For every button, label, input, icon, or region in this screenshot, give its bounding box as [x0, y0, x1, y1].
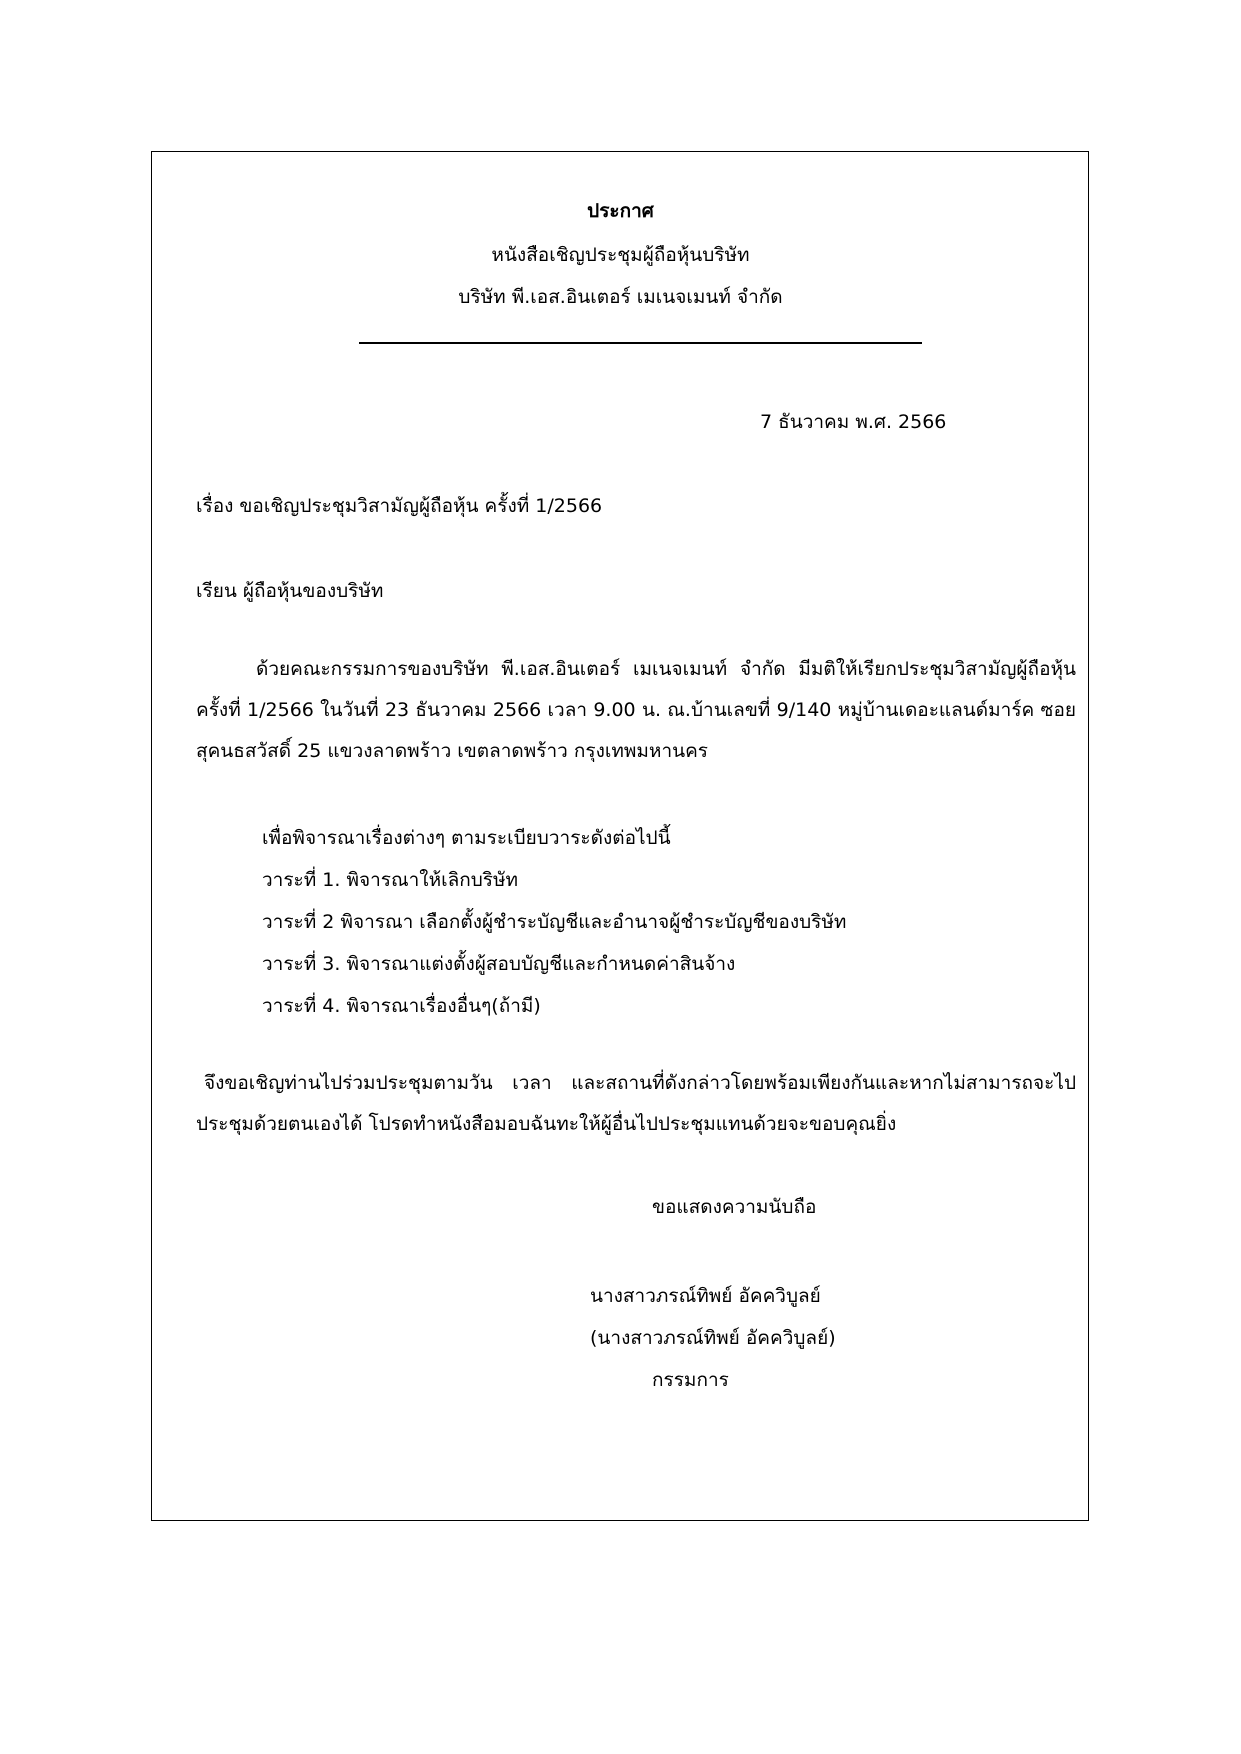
meeting-details-paragraph: ด้วยคณะกรรมการของบริษัท พี.เอส.อินเตอร์ เมเนจเมนท์ จำกัด มีมติให้เรียกประชุมวิสามัญผู้ถือหุ้น ครั้งที่ 1/2566 ในวันที่ 23 ธันวาคม 2566 เวลา 9.00 น. ณ.บ้านเลขที่ 9/140 หมู่บ้านเดอะแลนด์มาร์ค ซอยสุคนธสวัสดิ์ 25 แขวงลาดพร้าว เขตลาดพร้าว กรุงเทพมหานคร [196, 658, 1076, 762]
header-divider [359, 342, 922, 344]
salutation: ขอแสดงความนับถือ [652, 1196, 817, 1218]
letter-date: 7 ธันวาคม พ.ศ. 2566 [760, 411, 947, 433]
signer-printed-name: (นางสาวภรณ์ทิพย์ อัคควิบูลย์) [590, 1327, 836, 1349]
company-name: บริษัท พี.เอส.อินเตอร์ เมเนจเมนท์ จำกัด [458, 286, 783, 308]
signer-position: กรรมการ [652, 1369, 729, 1391]
agenda-item-4: วาระที่ 4. พิจารณาเรื่องอื่นๆ(ถ้ามี) [262, 995, 541, 1017]
agenda-item-1: วาระที่ 1. พิจารณาให้เลิกบริษัท [262, 869, 519, 891]
subject-line: เรื่อง ขอเชิญประชุมวิสามัญผู้ถือหุ้น ครั้งที่ 1/2566 [196, 495, 603, 517]
agenda-intro: เพื่อพิจารณาเรื่องต่างๆ ตามระเบียบวาระดังต่อไปนี้ [262, 827, 671, 849]
body-paragraph [196, 649, 1076, 772]
closing-paragraph: จึงขอเชิญท่านไปร่วมประชุมตามวัน เวลา และสถานที่ดังกล่าวโดยพร้อมเพียงกันและหากไม่สามารถจะไปประชุมด้วยตนเองได้ โปรดทำหนังสือมอบฉันทะให้ผู้อื่นไปประชุมแทนด้วยจะขอบคุณยิ่ง [196, 1072, 1076, 1135]
announcement-title: ประกาศ [587, 200, 654, 222]
invitation-subtitle: หนังสือเชิญประชุมผู้ถือหุ้นบริษัท [491, 244, 750, 266]
signer-name: นางสาวภรณ์ทิพย์ อัคควิบูลย์ [590, 1285, 821, 1307]
agenda-item-2: วาระที่ 2 พิจารณา เลือกตั้งผู้ชำระบัญชีและอำนาจผู้ชำระบัญชีของบริษัท [262, 911, 847, 933]
closing-paragraph-block [196, 1063, 1076, 1145]
addressee-line: เรียน ผู้ถือหุ้นของบริษัท [196, 580, 384, 602]
agenda-item-3: วาระที่ 3. พิจารณาแต่งตั้งผู้สอบบัญชีและกำหนดค่าสินจ้าง [262, 953, 736, 975]
